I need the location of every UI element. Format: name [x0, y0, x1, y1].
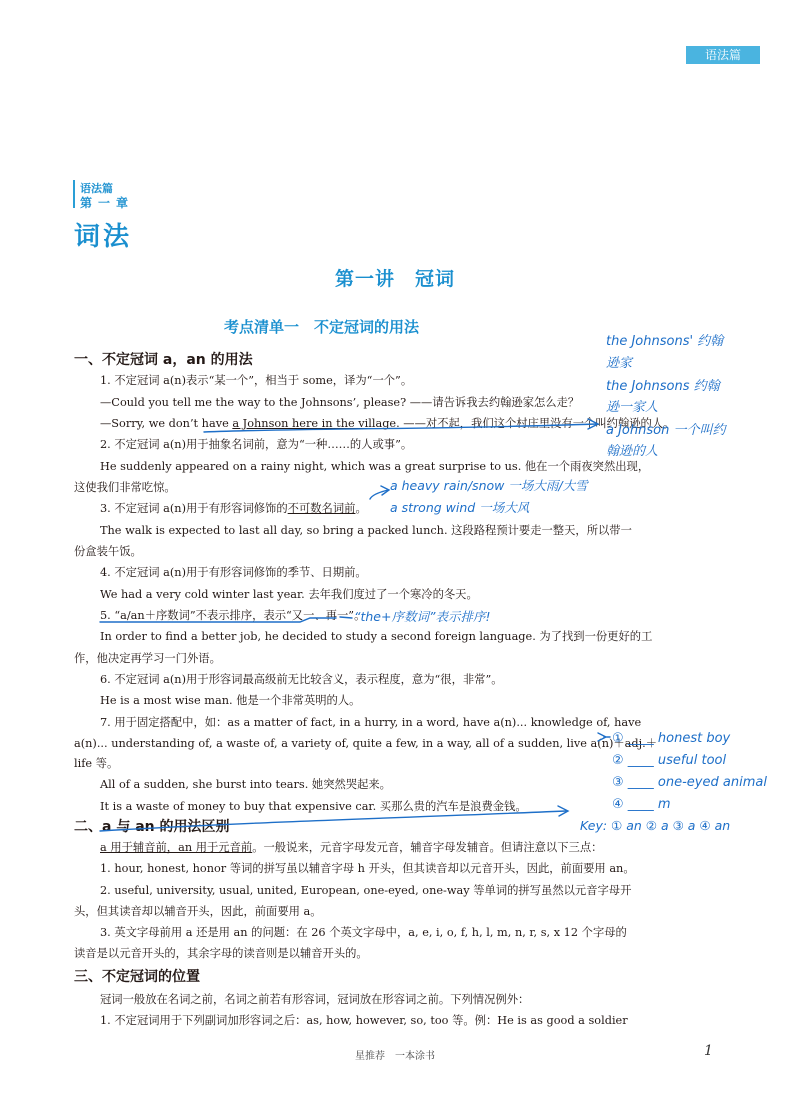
chapter-category: 语法篇 — [80, 182, 113, 195]
chapter-number: 第一章 — [80, 196, 135, 210]
handwritten-note: 翰逊的人 — [606, 444, 659, 459]
exercise-item: ④ ____ m — [612, 797, 671, 812]
arrow-head — [598, 733, 610, 741]
text-span: —Sorry, we don’t have — [100, 417, 233, 430]
text-line: 1. 不定冠词用于下列副词加形容词之后：as, how, however, so, too 等。例：He is as good a soldier — [100, 1014, 628, 1027]
text-line: 2. useful, university, usual, united, European, one-eyed, one-way 等单词的拼写虽然以元音字母开 — [100, 884, 632, 897]
text-line: 2. 不定冠词 a(n)用于抽象名词前，意为“一种……的人或事”。 — [100, 438, 413, 451]
text-line: —Could you tell me the way to the Johnsons’, please? ——请告诉我去约翰逊家怎么走？ — [100, 396, 580, 409]
page-number: 1 — [704, 1043, 713, 1059]
exercise-item: ③ ____ one-eyed animal — [612, 775, 767, 790]
arrow-line — [100, 618, 336, 622]
text-line: 头，但其读音却以辅音开头，因此，前面要用 a。 — [74, 905, 322, 918]
section-heading: 三、不定冠词的位置 — [74, 969, 200, 985]
text-line: a(n)... understanding of, a waste of, a variety of, quite a few, in a way, all of a sudden, live a(n)＋adj.＋ — [74, 737, 658, 750]
text-span: ——对不起，我们这个村庄里没有一个叫约翰逊的人。 — [399, 417, 675, 430]
text-line: 读音是以元音开头的，其余字母的读音则是以辅音开头的。 — [74, 947, 368, 960]
handwritten-note: “the+序数词”表示排序! — [354, 609, 491, 624]
text-line: 这使我们非常吃惊。 — [74, 481, 176, 494]
text-line: life 等。 — [74, 757, 119, 770]
section-tab: 语法篇 — [686, 46, 760, 64]
text-line: 5. “a/an＋序数词”不表示排序，表示“又一、再一”。 — [100, 609, 366, 622]
arrow-line — [100, 811, 566, 831]
arrow-line — [370, 490, 388, 499]
underlined-text: 不可数名词前 — [287, 502, 356, 515]
answer-key: Key: ① an ② a ③ a ④ an — [580, 818, 731, 833]
handwritten-note: a strong wind 一场大风 — [390, 500, 530, 515]
section-heading: 一、不定冠词 a，an 的用法 — [74, 352, 253, 368]
text-line: 6. 不定冠词 a(n)用于形容词最高级前无比较含义，表示程度，意为“很，非常”。 — [100, 673, 503, 686]
text-span: 。一般说来，元音字母发元音，辅音字母发辅音。但请注意以下三点： — [252, 841, 603, 854]
text-span: 。 — [355, 502, 367, 515]
handwritten-note: 逊一家人 — [606, 400, 659, 415]
handwritten-note: 逊家 — [606, 356, 633, 371]
handwritten-note: the Johnsons' 约翰 — [606, 334, 724, 349]
text-line: We had a very cold winter last year. 去年我们度过了一个寒冷的冬天。 — [100, 588, 478, 601]
text-line: 3. 英文字母前用 a 还是用 an 的问题：在 26 个英文字母中，a, e, i, o, f, h, l, m, n, r, s, x 12 个字母的 — [100, 926, 627, 939]
footer-text: 星推荐 一本涂书 — [355, 1051, 435, 1062]
text-line: 7. 用于固定搭配中，如：as a matter of fact, in a hurry, in a word, have a(n)... knowledge of, have — [100, 716, 642, 729]
text-line: 1. 不定冠词 a(n)表示“某一个”，相当于 some，译为“一个”。 — [100, 374, 413, 387]
section-heading: 二、a 与 an 的用法区别 — [74, 819, 230, 835]
arrow-line — [204, 424, 596, 432]
handwritten-note: a Johnson 一个叫约 — [606, 423, 726, 438]
exercise-item: ② ____ useful tool — [612, 753, 727, 768]
lecture-title: 第一讲 冠词 — [334, 268, 455, 290]
arrow-line — [340, 617, 352, 618]
text-span: 3. 不定冠词 a(n)用于有形容词修饰的 — [100, 502, 288, 515]
handwritten-note: the Johnsons 约翰 — [606, 379, 720, 394]
text-line: The walk is expected to last all day, so bring a packed lunch. 这段路程预计要走一整天，所以带一 — [100, 524, 632, 537]
text-line: He suddenly appeared on a rainy night, which was a great surprise to us. 他在一个雨夜突然出现， — [100, 460, 650, 473]
text-line: 1. hour, honest, honor 等词的拼写虽以辅音字母 h 开头，但其读音却以元音开头，因此，前面要用 an。 — [100, 862, 635, 875]
exercise-item: ① ____ honest boy — [612, 731, 731, 746]
chapter-title: 词法 — [74, 222, 133, 252]
text-line: 4. 不定冠词 a(n)用于有形容词修饰的季节、日期前。 — [100, 566, 367, 579]
point-title: 考点清单一 不定冠词的用法 — [224, 318, 420, 336]
text-line: 冠词一般放在名词之前，名词之前若有形容词，冠词放在形容词之前。下列情况例外： — [100, 993, 530, 1006]
text-line: 作，他决定再学习一门外语。 — [74, 652, 221, 665]
text-line: All of a sudden, she burst into tears. 她突然哭起来。 — [100, 778, 391, 791]
text-line: In order to find a better job, he decided to study a second foreign language. 为了找到一份更好的工 — [100, 630, 653, 643]
underlined-text: a 用于辅音前，an 用于元音前 — [100, 841, 253, 854]
text-line: It is a waste of money to buy that expensive car. 买那么贵的汽车是浪费金钱。 — [100, 800, 527, 813]
text-line: He is a most wise man. 他是一个非常英明的人。 — [100, 694, 361, 707]
underlined-text: a Johnson here in the village. — [232, 417, 400, 430]
handwritten-note: a heavy rain/snow 一场大雨/大雪 — [390, 478, 588, 493]
text-line: 份盒装午饭。 — [74, 545, 142, 558]
